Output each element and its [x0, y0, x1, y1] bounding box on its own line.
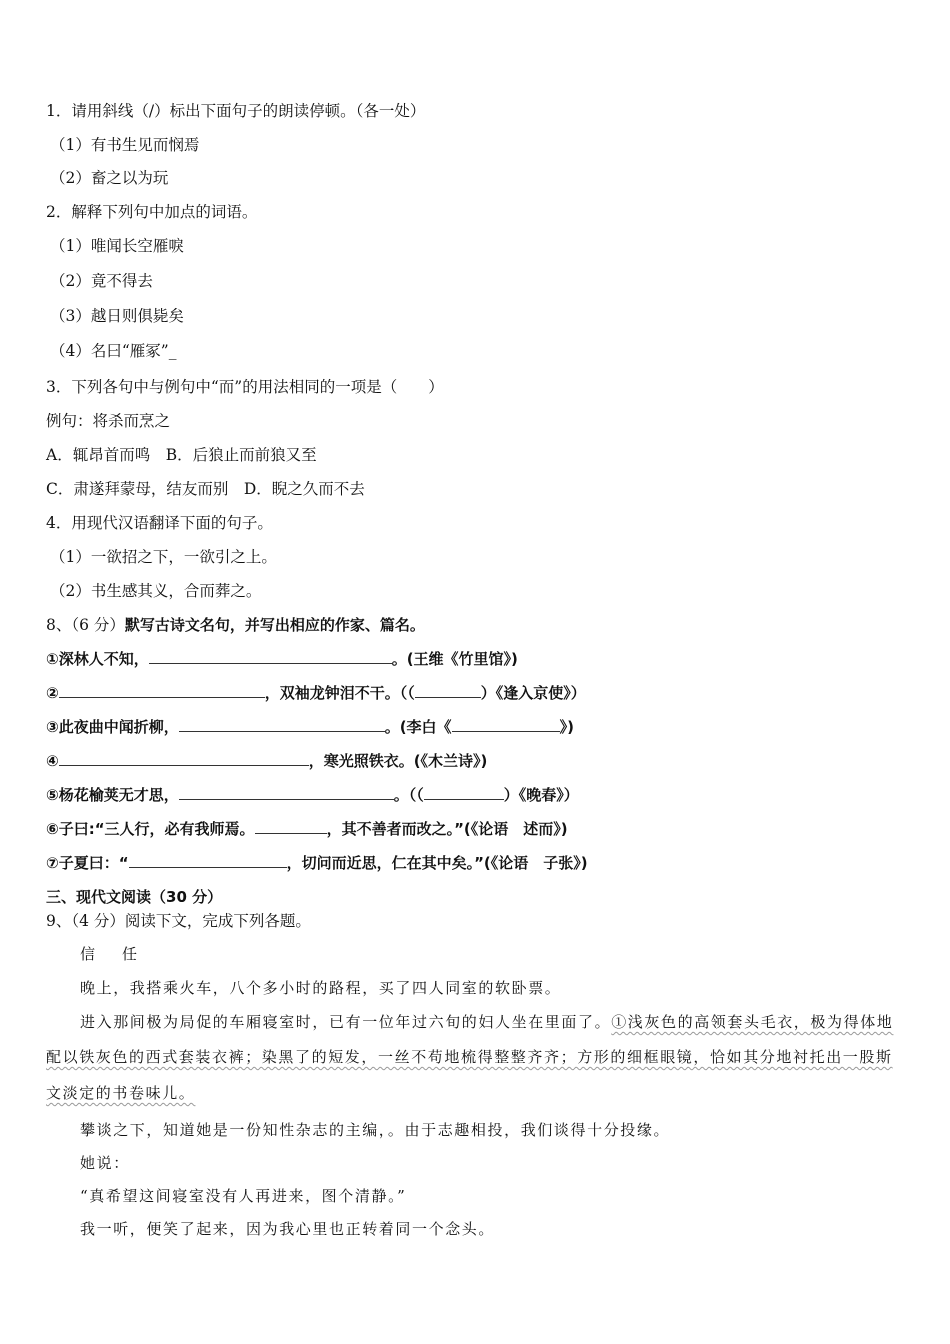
q8-line-1: ①深林人不知， 。(王维《竹里馆》)	[46, 650, 518, 668]
answer-blank[interactable]	[255, 819, 327, 834]
author-blank[interactable]	[415, 683, 481, 698]
q8-stem	[46, 615, 425, 635]
q8-line-3: ③此夜曲中闻折柳， 。(李白《 》)	[46, 718, 574, 736]
q1-item-1: （1）有书生见而悯焉	[50, 136, 200, 154]
passage-p2-line1: 进入那间极为局促的车厢寝室时，已有一位年过六旬的妇人坐在里面了。①浅灰色的高领套头毛衣，极为得体地	[80, 1013, 894, 1031]
q4-item-1: （1）一欲招之下，一欲引之上。	[50, 548, 277, 566]
passage-p3: 攀谈之下，知道她是一份知性杂志的主编，。由于志趣相投，我们谈得十分投缘。	[80, 1121, 671, 1139]
q8-line-2: ② ，双袖龙钟泪不干。（（ ）《逢入京使》）	[46, 684, 586, 702]
answer-blank[interactable]	[59, 751, 309, 766]
q2-item-4: （4）名曰“雁冢”_	[50, 342, 177, 360]
passage-p2-line2: 配以铁灰色的西式套装衣裤；染黑了的短发，一丝不苟地梳得整整齐齐；方形的细框眼镜，恰如其分地衬托出一股斯	[46, 1048, 893, 1066]
q3-options-ab: A．辄昂首而鸣 B．后狼止而前狼又至	[46, 446, 317, 464]
q2-stem: 2．解释下列句中加点的词语。	[46, 203, 258, 221]
answer-blank[interactable]	[179, 785, 394, 800]
q4-stem: 4．用现代汉语翻译下面的句子。	[46, 514, 273, 532]
q2-item-2: （2）竟不得去	[50, 272, 153, 290]
passage-p5: “真希望这间寝室没有人再进来，图个清静。”	[80, 1187, 407, 1205]
answer-blank[interactable]	[179, 717, 385, 732]
q2-item-1: （1）唯闻长空雁唳	[50, 237, 184, 255]
q3-options-cd: C．肃遂拜蒙母，结友而别 D．睨之久而不去	[46, 480, 365, 498]
section-3-heading: 三、现代文阅读（30 分）	[46, 888, 223, 906]
q1-stem: 1．请用斜线（/）标出下面句子的朗读停顿。（各一处）	[46, 102, 426, 120]
q2-item-3: （3）越日则俱毙矣	[50, 307, 184, 325]
q8-instruction: 默写古诗文名句，并写出相应的作家、篇名。	[124, 616, 425, 634]
q9-stem: 9、（4 分）阅读下文，完成下列各题。	[46, 912, 311, 930]
q8-line-4: ④ ，寒光照铁衣。(《木兰诗》)	[46, 752, 488, 770]
answer-blank[interactable]	[59, 683, 265, 698]
q8-line-5: ⑤杨花榆荚无才思， 。（（ ）《晚春》）	[46, 786, 579, 804]
passage-p6: 我一听，便笑了起来，因为我心里也正转着同一个念头。	[80, 1220, 496, 1238]
passage-title: 信 任	[80, 945, 144, 963]
q1-item-2: （2）畜之以为玩	[50, 169, 169, 187]
title-blank[interactable]	[452, 717, 560, 732]
q8-line-6: ⑥子曰:“三人行，必有我师焉。 ，其不善者而改之。”(《论语 述而》)	[46, 820, 568, 838]
passage-p1: 晚上，我搭乘火车，八个多小时的路程，买了四人同室的软卧票。	[80, 979, 562, 997]
q8-score: 8、（6 分）	[46, 616, 125, 634]
passage-p4: 她说：	[80, 1154, 130, 1172]
author-blank[interactable]	[424, 785, 504, 800]
answer-blank[interactable]	[149, 649, 392, 664]
q8-line-7: ⑦子夏曰：“ ，切问而近思，仁在其中矣。”(《论语 子张》)	[46, 854, 588, 872]
q3-example: 例句：将杀而烹之	[46, 412, 171, 430]
q3-stem: 3．下列各句中与例句中“而”的用法相同的一项是（ ）	[46, 378, 444, 396]
marked-sentence: ①浅灰色的高领套头毛衣，极为得体地	[611, 1013, 894, 1031]
q4-item-2: （2）书生感其义，合而葬之。	[50, 582, 262, 600]
passage-p2-line3: 文淡定的书卷味儿。	[46, 1084, 196, 1102]
answer-blank[interactable]	[129, 853, 287, 868]
